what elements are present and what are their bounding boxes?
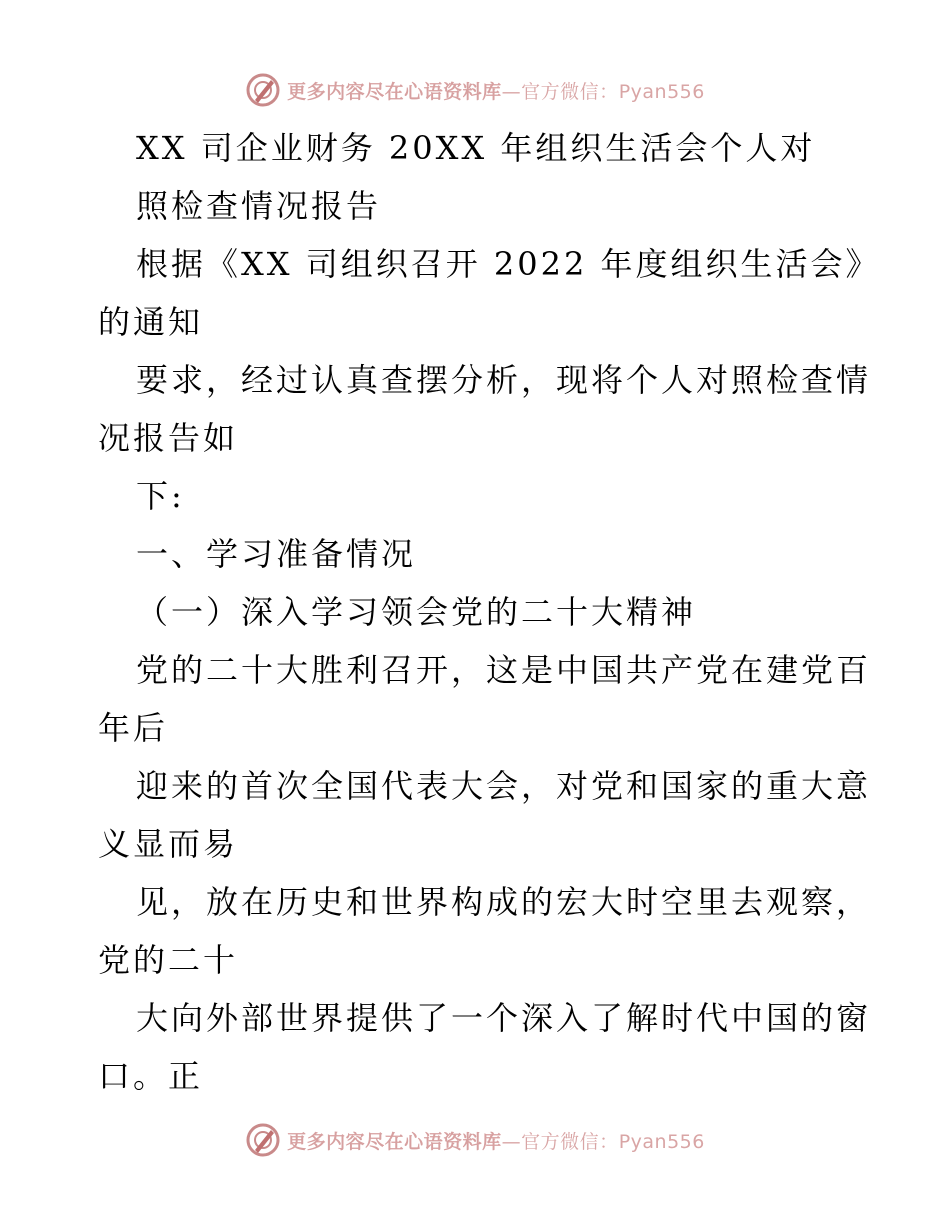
doc-title-line-1: XX 司企业财务 20XX 年组织生活会个人对: [136, 129, 816, 167]
watermark-banner-top: [0, 70, 950, 110]
paragraph-line: 党的二十大胜利召开，这是中国共产党在建党百: [136, 651, 872, 689]
watermark-text: 更多内容尽在心语资料库—官方微信：Pyan556: [287, 1130, 705, 1153]
watermark-banner-bottom: [0, 1120, 950, 1160]
paragraph-line: 况报告如: [98, 419, 239, 457]
paragraph-line: 见，放在历史和世界构成的宏大时空里去观察，: [136, 883, 872, 921]
paragraph-line: 要求，经过认真查摆分析，现将个人对照检查情: [136, 361, 872, 399]
paragraph-line: 义显而易: [98, 825, 239, 863]
paragraph-line: 下:: [136, 477, 185, 515]
brand-logo-icon: [245, 1122, 281, 1158]
paragraph-line: 年后: [98, 709, 169, 747]
paragraph-line: 大向外部世界提供了一个深入了解时代中国的窗: [136, 999, 872, 1037]
paragraph-line: 党的二十: [98, 941, 239, 979]
paragraph-line: 口。正: [98, 1057, 204, 1095]
paragraph-line: 根据《XX 司组织召开 2022 年度组织生活会》: [136, 245, 881, 283]
section-heading: 一、学习准备情况: [136, 535, 417, 573]
brand-logo-icon: [245, 72, 281, 108]
watermark-text: 更多内容尽在心语资料库—官方微信：Pyan556: [287, 80, 705, 103]
paragraph-line: 的通知: [98, 303, 204, 341]
subsection-heading: （一）深入学习领会党的二十大精神: [136, 593, 697, 631]
paragraph-line: 迎来的首次全国代表大会，对党和国家的重大意: [136, 767, 872, 805]
doc-title-line-2: 照检查情况报告: [136, 187, 382, 225]
